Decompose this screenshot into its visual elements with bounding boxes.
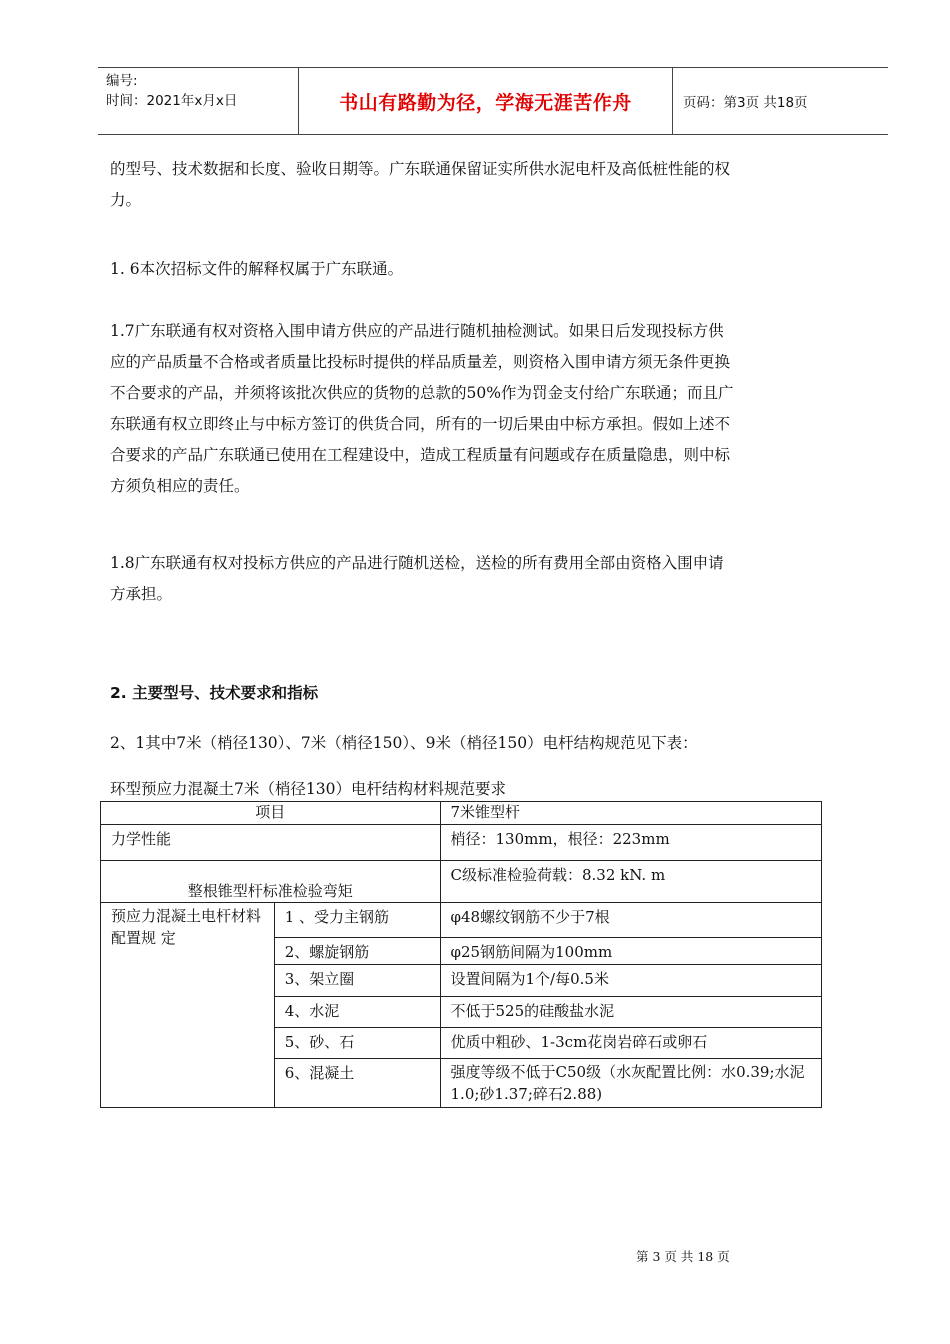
table-row bbox=[101, 903, 822, 938]
paragraph-2-text: 1. 6本次招标文件的解释权属于广东联通。 bbox=[110, 260, 404, 278]
doc-number-label: 编号: bbox=[106, 73, 138, 89]
paragraph-4 bbox=[110, 548, 880, 610]
material-name: 6、混凝土 bbox=[274, 1059, 440, 1108]
material-value: 设置间隔为1个/每0.5米 bbox=[440, 965, 821, 997]
material-name: 3、架立圈 bbox=[274, 965, 440, 997]
mech-value: 梢径：130mm，根径：223mm bbox=[440, 825, 821, 861]
paragraph-4-line: 方承担。 bbox=[110, 585, 173, 603]
table-row bbox=[101, 861, 822, 903]
material-value: φ25钢筋间隔为100mm bbox=[440, 938, 821, 965]
material-value: 强度等级不低于C50级（水灰配置比例：水0.39;水泥1.0;砂1.37;碎石2.88) bbox=[440, 1059, 821, 1108]
paragraph-5 bbox=[110, 728, 880, 759]
paragraph-1-line: 力。 bbox=[110, 191, 142, 209]
paragraph-1 bbox=[110, 154, 880, 216]
material-value: 不低于525的硅酸盐水泥 bbox=[440, 997, 821, 1028]
material-name: 4、水泥 bbox=[274, 997, 440, 1028]
page-footer: 第 3 页 共 18 页 bbox=[636, 1249, 730, 1264]
section-heading: 2. 主要型号、技术要求和指标 bbox=[110, 684, 319, 702]
moment-value: C级标准检验荷载：8.32 kN. m bbox=[440, 861, 821, 903]
paragraph-3-line: 应的产品质量不合格或者质量比投标时提供的样品质量差，则资格入围申请方须无条件更换 bbox=[110, 353, 731, 371]
doc-time-label: 时间：2021年x月x日 bbox=[106, 93, 238, 109]
spec-table bbox=[100, 801, 822, 1108]
material-value: φ48螺纹钢筋不少于7根 bbox=[440, 903, 821, 938]
paragraph-3-line: 方须负相应的责任。 bbox=[110, 477, 250, 495]
material-name: 2、螺旋钢筋 bbox=[274, 938, 440, 965]
paragraph-5-text: 2、1其中7米（梢径130）、7米（梢径150）、9米（梢径150）电杆结构规范见下表： bbox=[110, 734, 698, 752]
table-row bbox=[101, 802, 822, 825]
paragraph-3-line: 东联通有权立即终止与中标方签订的供货合同，所有的一切后果由中标方承担。假如上述不 bbox=[110, 415, 731, 433]
material-name: 1 、受力主钢筋 bbox=[274, 903, 440, 938]
mech-label: 力学性能 bbox=[101, 825, 441, 861]
paragraph-4-line: 1.8广东联通有权对投标方供应的产品进行随机送检，送检的所有费用全部由资格入围申请 bbox=[110, 554, 724, 572]
paragraph-3 bbox=[110, 316, 880, 502]
material-label: 预应力混凝土电杆材料配置规 定 bbox=[101, 903, 275, 1108]
material-name: 5、砂、石 bbox=[274, 1028, 440, 1059]
paragraph-3-line: 合要求的产品广东联通已使用在工程建设中，造成工程质量有问题或存在质量隐患，则中标 bbox=[110, 446, 731, 464]
paragraph-2 bbox=[110, 254, 880, 285]
header-page-info: 页码：第3页 共18页 bbox=[683, 95, 808, 111]
table-caption-block bbox=[110, 774, 880, 804]
section-2-heading-block bbox=[110, 678, 880, 709]
page-header bbox=[98, 67, 888, 135]
table-caption: 环型预应力混凝土7米（梢径130）电杆结构材料规范要求 bbox=[110, 780, 506, 798]
table-header-item: 项目 bbox=[101, 802, 441, 825]
material-value: 优质中粗砂、1-3cm花岗岩碎石或卵石 bbox=[440, 1028, 821, 1059]
table-header-spec: 7米锥型杆 bbox=[440, 802, 821, 825]
paragraph-3-line: 1.7广东联通有权对资格入围申请方供应的产品进行随机抽检测试。如果日后发现投标方供 bbox=[110, 322, 724, 340]
header-motto: 书山有路勤为径，学海无涯苦作舟 bbox=[299, 68, 673, 134]
table-row bbox=[101, 825, 822, 861]
paragraph-1-line: 的型号、技术数据和长度、验收日期等。广东联通保留证实所供水泥电杆及高低桩性能的权 bbox=[110, 160, 731, 178]
header-meta bbox=[98, 68, 299, 134]
moment-label: 整根锥型杆标准检验弯矩 bbox=[101, 861, 441, 903]
paragraph-3-line: 不合要求的产品，并须将该批次供应的货物的总款的50%作为罚金支付给广东联通；而且广 bbox=[110, 384, 734, 402]
